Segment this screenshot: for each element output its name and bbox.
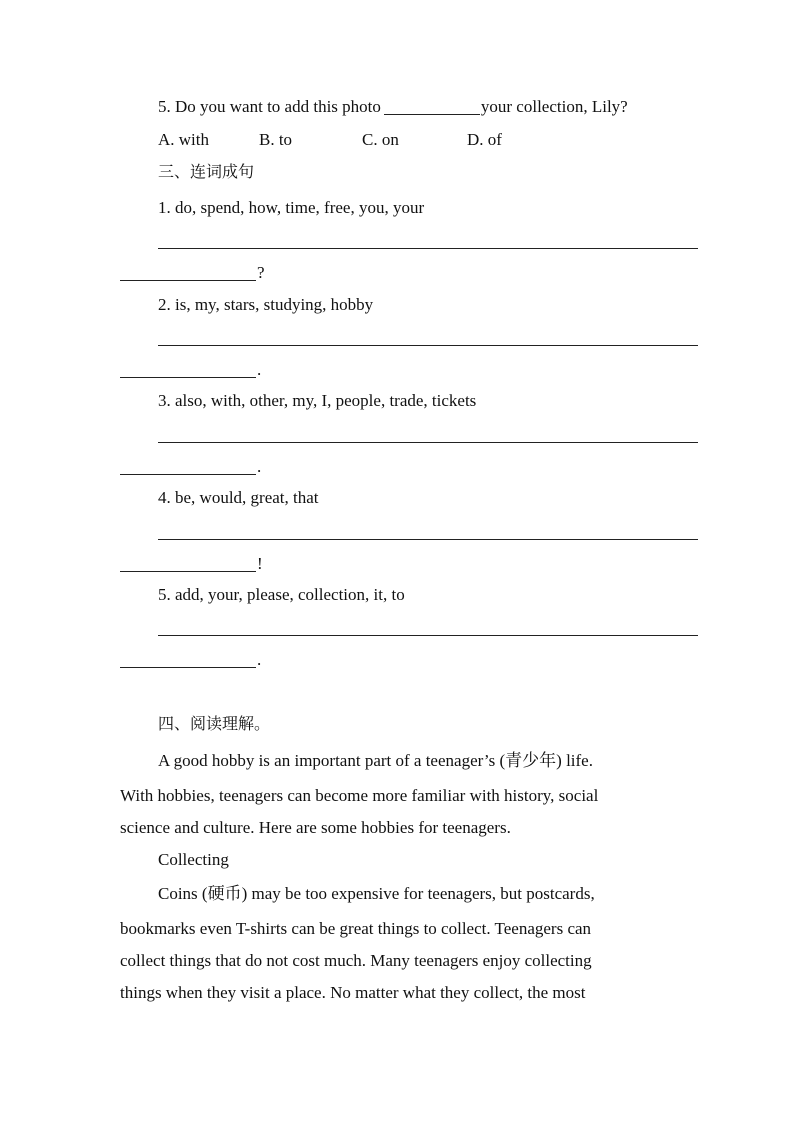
sentence-item-2-answer-line[interactable] (158, 345, 698, 346)
sentence-item-4-answer-line[interactable] (158, 539, 698, 540)
sentence-item-3-prompt: 3. also, with, other, my, I, people, trade, tickets (158, 391, 477, 410)
sentence-item-1-answer-line[interactable] (158, 248, 698, 249)
option-d[interactable]: D. of (467, 130, 502, 149)
question-5-text-after: your collection, Lily? (480, 97, 628, 116)
sentence-item-2-end-mark: . (257, 360, 262, 379)
sentence-item-1-end-mark: ? (257, 263, 265, 282)
sentence-item-2-prompt: 2. is, my, stars, studying, hobby (158, 295, 374, 314)
passage-subheading-collecting: Collecting (158, 850, 229, 869)
option-b[interactable]: B. to (259, 130, 293, 149)
sentence-item-1-prompt: 1. do, spend, how, time, free, you, your (158, 198, 425, 217)
option-c[interactable]: C. on (362, 130, 399, 149)
sentence-item-5-answer-line-2[interactable] (120, 667, 256, 668)
option-a[interactable]: A. with (158, 130, 209, 149)
sentence-item-3-end-mark: . (257, 457, 262, 476)
sentence-item-2-answer-line-2[interactable] (120, 377, 256, 378)
section-4-heading: 四、阅读理解。 (158, 714, 271, 733)
passage-line-7: things when they visit a place. No matter what they collect, the most (120, 983, 586, 1002)
question-5 (158, 96, 628, 118)
section-3-heading: 三、连词成句 (158, 162, 255, 181)
sentence-item-3-answer-line[interactable] (158, 442, 698, 443)
sentence-item-5-answer-line[interactable] (158, 635, 698, 636)
question-5-text-before: 5. Do you want to add this photo (158, 97, 381, 116)
sentence-item-3-answer-line-2[interactable] (120, 474, 256, 475)
question-5-blank[interactable] (384, 97, 480, 115)
passage-line-6: collect things that do not cost much. Many teenagers enjoy collecting (120, 951, 592, 970)
sentence-item-5-prompt: 5. add, your, please, collection, it, to (158, 585, 405, 604)
passage-line-1: A good hobby is an important part of a teenager’s (青少年) life. (158, 751, 593, 770)
sentence-item-4-end-mark: ! (257, 554, 263, 573)
passage-line-4: Coins (硬币) may be too expensive for teenagers, but postcards, (158, 884, 595, 903)
sentence-item-4-prompt: 4. be, would, great, that (158, 488, 319, 507)
sentence-item-5-end-mark: . (257, 650, 262, 669)
sentence-item-4-answer-line-2[interactable] (120, 571, 256, 572)
sentence-item-1-answer-line-2[interactable] (120, 280, 256, 281)
passage-line-3: science and culture. Here are some hobbies for teenagers. (120, 818, 511, 837)
passage-line-5: bookmarks even T-shirts can be great things to collect. Teenagers can (120, 919, 592, 938)
passage-line-2: With hobbies, teenagers can become more familiar with history, social (120, 786, 599, 805)
